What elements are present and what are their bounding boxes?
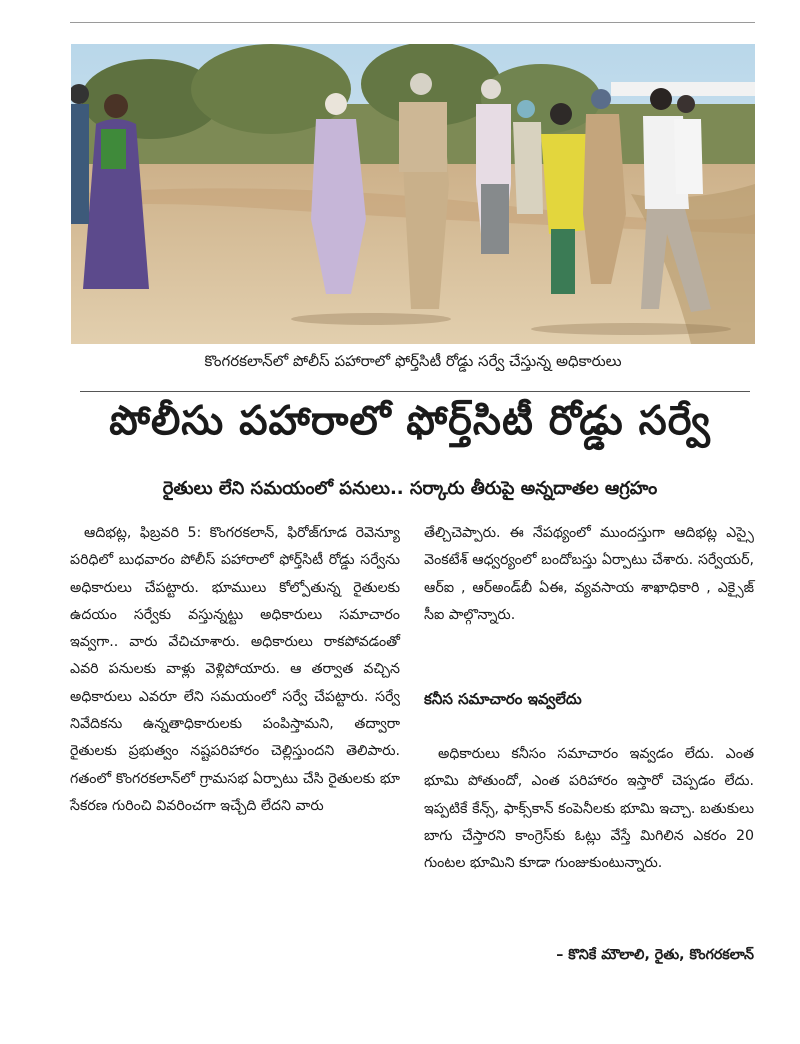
- subheadline: రైతులు లేని సమయంలో పనులు.. సర్కారు తీరుపై అన్నదాతల ఆగ్రహం: [162, 478, 658, 499]
- quote-byline: – కొనికే మౌలాలి, రైతు, కొంగరకలాన్: [556, 947, 754, 963]
- photo-illustration: [71, 44, 755, 344]
- column-1-text: ఆదిభట్ల, ఫిబ్రవరి 5: కొంగరకలాన్, ఫిరోజ్‌గూడ రెవెన్యూ పరిధిలో బుధవారం పోలీస్ పహారాలో ఫోర్త్‌సిటీ రోడ్డు సర్వేను అధికారులు చేపట్టారు. భూములు కోల్పోతున్న రైతులకు ఉదయం సర్వేకు వస్తున్నట్టు అధికారులు సమాచారం ఇవ్వగా.. వారు వేచిచూశారు. అధికారులు రాకపోవడంతో ఎవరి పనులకు వాళ్లు వెళ్లిపోయారు. ఆ తర్వాత వచ్చిన అధికారులు ఎవరూ లేని సమయంలో సర్వే చేపట్టారు. సర్వే నివేదికను ఉన్నతాధికారులకు పంపిస్తామని, తద్వారా రైతులకు ప్రభుత్వం నష్టపరిహారం చెల్లిస్తుందని తెలిపారు. గతంలో కొంగరకలాన్‌లో గ్రామసభ ఏర్పాటు చేసి రైతులకు భూ సేకరణ గురించి వివరించగా ఇచ్చేది లేదని వారు: [70, 525, 400, 814]
- article-column-1: [70, 520, 400, 820]
- photo-caption: కొంగరకలాన్‌లో పోలీస్ పహారాలో ఫోర్త్‌సిటీ రోడ్డు సర్వే చేస్తున్న అధికారులు: [204, 352, 622, 370]
- article-column-2: [424, 520, 754, 629]
- headline: పోలీసు పహారాలో ఫోర్త్‌సిటీ రోడ్డు సర్వే: [109, 398, 711, 444]
- caption-divider: [80, 391, 750, 392]
- news-photo: [71, 44, 755, 344]
- column-2-text: తేల్చిచెప్పారు. ఈ నేపథ్యంలో ముందస్తుగా ఆదిభట్ల ఎస్సై వెంకటేశ్ ఆధ్వర్యంలో బందోబస్తు ఏర్పాటు చేశారు. సర్వేయర్, ఆర్ఐ , ఆర్‌అండ్‌బీ ఏఈ, వ్యవసాయ శాఖాధికారి , ఎక్సైజ్ సీఐ పాల్గొన్నారు.: [424, 525, 754, 623]
- quote-text: అధికారులు కనీసం సమాచారం ఇవ్వడం లేదు. ఎంత భూమి పోతుందో, ఎంత పరిహారం ఇస్తారో చెప్పడం లేదు. ఇప్పటికే కేన్స్, ఫాక్స్‌కాన్ కంపెనీలకు భూమి ఇచ్చా. బతుకులు బాగు చేస్తారని కాంగ్రెస్‌కు ఓట్లు వేస్తే మిగిలిన ఎకరం 20 గుంటల భూమిని కూడా గుంజుకుంటున్నారు.: [424, 746, 754, 872]
- top-divider: [70, 22, 755, 23]
- farmer-quote: [424, 741, 754, 877]
- inner-subheading: కనీస సమాచారం ఇవ్వలేదు: [424, 690, 582, 708]
